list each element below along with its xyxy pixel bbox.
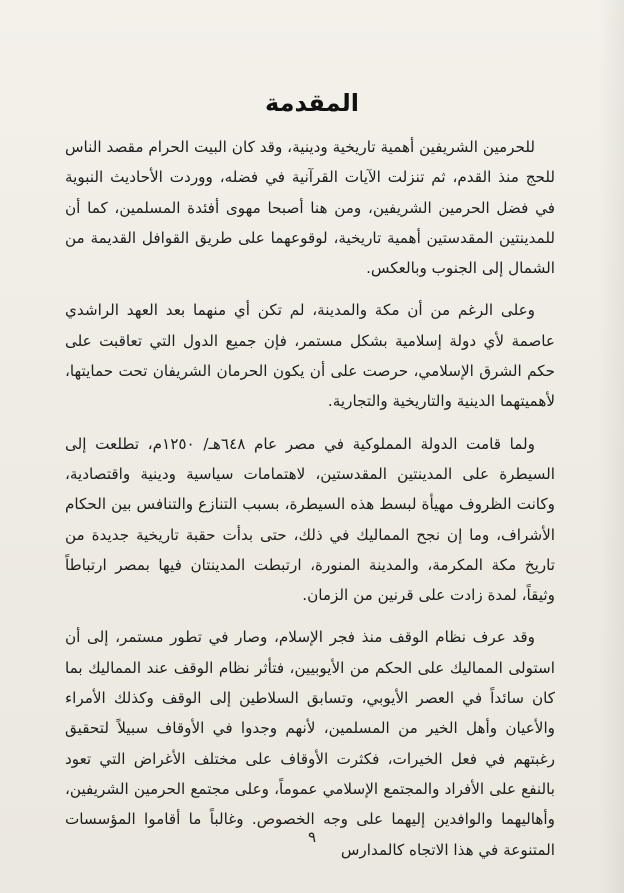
body-text [65,132,555,865]
paragraph-1: للحرمين الشريفين أهمية تاريخية ودينية، وقد كان البيت الحرام مقصد الناس للحج منذ القدم، ثم تنزلت الآيات القرآنية في فضله، ووردت الأحاديث النبوية في فضل الحرمين الشريفين، ومن هنا أصبحا مهوى أفئدة المسلمين، كما أن للمدينتين المقدستين أهمية تاريخية، لوقوعهما على طريق القوافل القديمة من الشمال إلى الجنوب وبالعكس. [65,138,555,278]
page-number: ٩ [307,828,317,846]
paragraph-4: وقد عرف نظام الوقف منذ فجر الإسلام، وصار في تطور مستمر، إلى أن استولى المماليك على الحكم من الأيوبيين، فتأثر نظام الوقف عند المماليك بما كان سائداً في العصر الأيوبي، وتسابق السلاطين إلى الوقف وكذلك الأمراء والأعيان وأهل الخير من المسلمين، لأنهم وجدوا في الأوقاف سبيلاً لتحقيق رغبتهم في فعل الخيرات، فكثرت الأوقاف على مختلف الأغراض التي تعود بالنفع على الأفراد والمجتمع الإسلامي عموماً، وعلى مجتمع الحرمين الشريفين، وأهاليهما والوافدين إليهما على وجه الخصوص. وغالباً ما أقاموا المؤسسات المتنوعة في هذا الاتجاه كالمدارس [65,628,555,859]
paragraph-2: وعلى الرغم من أن مكة والمدينة، لم تكن أي منهما بعد العهد الراشدي عاصمة لأي دولة إسلامية بشكل مستمر، فإن جميع الدول التي تعاقبت على حكم الشرق الإسلامي، حرصت على أن يكون الحرمان الشريفان تحت حمايتها، لأهميتهما الدينية والتاريخية والتجارية. [65,301,555,411]
paragraph-3: ولما قامت الدولة المملوكية في مصر عام ٦٤٨هـ/ ١٢٥٠م، تطلعت إلى السيطرة على المدينتين المقدستين، لاهتمامات سياسية ودينية واقتصادية، وكانت الظروف مهيأة لبسط هذه السيطرة، بسبب التنازع والتنافس بين الحكام الأشراف، وما إن نجح المماليك في ذلك، حتى بدأت حقبة تاريخية جديدة من تاريخ مكة المكرمة، والمدينة المنورة، ارتبطت المدينتان فيها بمصر ارتباطاً وثيقاً، لمدة زادت على قرنين من الزمان. [65,434,555,605]
page-title: المقدمة [265,89,359,117]
